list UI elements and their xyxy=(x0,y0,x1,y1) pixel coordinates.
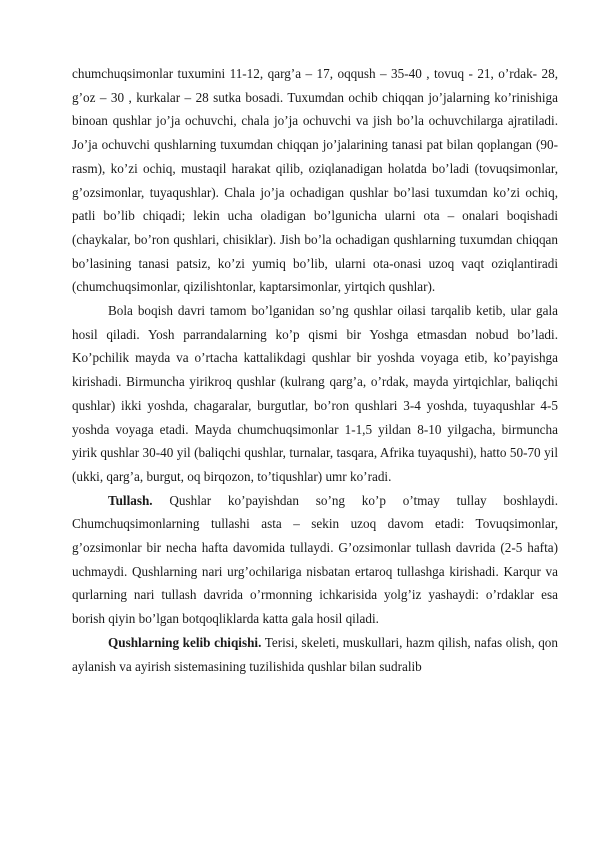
paragraph-text: chumchuqsimonlar tuxumini 11-12, qarg’a – 17, oqqush – 35-40 , tovuq - 21, o’rdak- 28, g’oz – 30 , kurkalar – 28 sutka bosadi. Tuxumdan ochib chiqqan jo’jalarning ko’rinishiga binoan qushlar jo’ja ochuvchi, chala jo’ja ochuvchi va jish bo’la ochuvchilarga ajratiladi. Jo’ja ochuvchi qushlarning tuxumdan chiqqan jo’jalarining tanasi pat bilan qoplangan (90-rasm), ko’zi ochiq, mustaqil harakat qilib, oziqlanadigan holatda bo’ladi (tovuqsimonlar, g’ozsimonlar, tuyaqushlar). Chala jo’ja ochadigan qushlar bo’lasi tuxumdan ko’zi ochiq, patli bo’lib chiqadi; lekin ucha oladigan bo’lgunicha ularni ota – onalari boqishadi (chaykalar, bo’ron qushlari, chisiklar). Jish bo’la ochadigan qushlarning tuxumdan chiqqan bo’lasining tanasi patsiz, ko’zi yumiq bo’lib, ularni ota-onasi uzoq vaqt oziqlantiradi (chumchuqsimonlar, qizilishtonlar, kaptarsimonlar, yirtqich qushlar). xyxy=(72,66,558,295)
paragraph-incubation xyxy=(72,62,558,299)
paragraph-text: Qushlar ko’payishdan so’ng ko’p o’tmay tullay boshlaydi. Chumchuqsimonlarning tullashi asta – sekin uzoq davom etadi: Tovuqsimonlar, g’ozsimonlar bir necha hafta davomida tullaydi. G’ozsimonlar tullash davrida (2-5 hafta) uchmaydi. Qushlarning nari urg’ochilariga nisbatan ertaroq tullashga kirishadi. Karqur va qurlarning nari tullash davrida o’rmonning ichkarisida yolg’iz yashaydi: o’rdaklar esa borish qiyin bo’lgan botqoqliklarda katta gala hosil qiladi. xyxy=(72,492,558,627)
paragraph-text: Terisi, skeleti, muskullari, hazm qilish, nafas olish, qon aylanish va ayirish sistemasining tuzilishida qushlar bilan sudralib xyxy=(72,634,558,674)
paragraph-rearing xyxy=(72,299,558,489)
paragraph-molting xyxy=(72,489,558,631)
paragraph-heading: Tullash. xyxy=(108,492,153,508)
paragraph-heading: Qushlarning kelib chiqishi. xyxy=(108,634,262,650)
paragraph-text: Bola boqish davri tamom bo’lganidan so’ng qushlar oilasi tarqalib ketib, ular gala hosil qiladi. Yosh parrandalarning ko’p qismi bir Yoshga etmasdan nobud bo’ladi. Ko’pchilik mayda va o’rtacha kattalikdagi qushlar bir yoshda voyaga etib, ko’payishga kirishadi. Birmuncha yirikroq qushlar (kulrang qarg’a, o’rdak, mayda yirtqichlar, baliqchi qushlar) ikki yoshda, chagaralar, burgutlar, bo’ron qushlari 3-4 yoshda, tuyaqushlar 4-5 yoshda voyaga etadi. Mayda chumchuqsimonlar 1-1,5 yildan 8-10 yilgacha, birmuncha yirik qushlar 30-40 yil (baliqchi qushlar, turnalar, tasqara, Afrika tuyaqushi), hatto 50-70 yil (ukki, qarg’a, burgut, oq birqozon, to’tiqushlar) umr ko’radi. xyxy=(72,303,558,484)
paragraph-origin xyxy=(72,631,558,678)
